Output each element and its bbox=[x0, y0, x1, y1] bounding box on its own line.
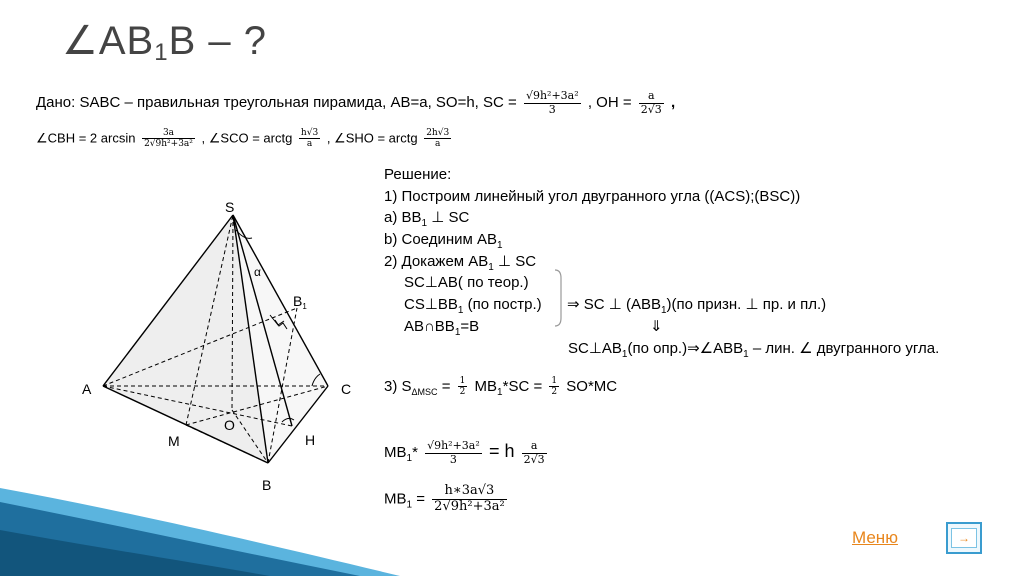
given-line-2: ∠CBH = 2 arcsin $\frac{3a}{\text{2√9h²+3a²}}$ , ∠SCO = arctg $\frac{h√3}{a}$ , ∠SHO = arctg $\frac{2h√3}{a}$ bbox=[36, 128, 450, 150]
reason-1: SC⊥AB( по теор.) bbox=[404, 274, 529, 292]
down-arrow: ⇓ bbox=[650, 317, 663, 335]
vertex-c-label: C bbox=[341, 381, 352, 397]
mb1-rhs-fraction: $\frac{a}{2√3}$ bbox=[523, 439, 545, 466]
arrow-right-icon: → bbox=[951, 528, 977, 548]
vertex-b-label: B bbox=[262, 477, 272, 493]
vertex-s-label: S bbox=[225, 199, 235, 215]
next-slide-button[interactable] bbox=[946, 522, 982, 554]
point-b1-label: $B_1$ bbox=[293, 293, 307, 311]
conclusion: $SC\perp AB_1(по$ $опр.)\Rightarrow\angle ABB_1$ – лин. ∠ двугранного угла. bbox=[568, 339, 940, 360]
mb1-result-fraction: $\frac{h∗3a√3}{\text{2√9h²+3a²}}$ bbox=[434, 483, 505, 514]
step-2: 2) Докажем $AB_1$ ⊥ SC bbox=[384, 252, 537, 273]
menu-link[interactable]: Меню bbox=[852, 528, 898, 547]
page-title: $\angle AB_1B$ – ? bbox=[62, 19, 267, 66]
alpha-label: α bbox=[254, 265, 261, 279]
solution-heading: Решение: bbox=[384, 166, 452, 183]
sho-fraction: $\frac{2h√3}{a}$ bbox=[426, 128, 450, 150]
reason-2: $CS\perp BB_1$ (по постр.) ⇒ SC ⊥ $(ABB_1)(по$ призн. ⊥ пр. и пл.) bbox=[384, 294, 939, 316]
implies-text: ⇒ SC ⊥ $(ABB_1)(по$ призн. ⊥ пр. и пл.) bbox=[567, 296, 827, 317]
reasons-bracket bbox=[553, 268, 565, 328]
reason-3: $AB\cap BB_1=B$ ⇓ bbox=[404, 317, 663, 338]
step-3: 3) $S_{\Delta MSC}$ = $\frac{1}{2}$ $MB_1*SC$ = $\frac{1}{2}$ SO*MC bbox=[384, 376, 618, 398]
mb1-equation: $MB_1*$ $\frac{\text{√9h²+3a²}}{3}$ = h $\frac{a}{2√3}$ bbox=[384, 439, 545, 466]
point-m-label: M bbox=[168, 433, 180, 449]
sc-fraction: $\frac{\text{√9h²+3a²}}{3}$ bbox=[525, 89, 579, 116]
sco-fraction: $\frac{h√3}{a}$ bbox=[300, 128, 319, 150]
step-1: 1) Построим линейный угол двугранного угла ((ACS);(BSC)) bbox=[384, 187, 801, 205]
solution-block bbox=[384, 164, 939, 359]
mb1-result: $MB_1$ = $\frac{h∗3a√3}{\text{2√9h²+3a²}}$ bbox=[384, 483, 505, 514]
point-o-label: O bbox=[224, 417, 235, 433]
cbh-fraction: $\frac{3a}{\text{2√9h²+3a²}}$ bbox=[144, 128, 193, 150]
given-line-1: Дано: SABC – правильная треугольная пирамида, AB=a, SO=h, SC = $\frac{\text{√9h²+3a²}}{3}$ , OH = $\frac{a}{2√3}$ , bbox=[36, 89, 676, 116]
step-1a: а) $BB_1$ ⊥ SC bbox=[384, 209, 470, 230]
oh-fraction: $\frac{a}{2√3}$ bbox=[640, 89, 662, 116]
half-fraction-1: $\frac{1}{2}$ bbox=[459, 376, 466, 398]
pyramid-figure bbox=[60, 190, 380, 500]
mb1-lhs-fraction: $\frac{\text{√9h²+3a²}}{3}$ bbox=[427, 439, 480, 466]
point-h-label: H bbox=[305, 432, 316, 448]
vertex-a-label: A bbox=[82, 381, 92, 397]
step-1b: b) Соединим $AB_1$ bbox=[384, 231, 503, 252]
half-fraction-2: $\frac{1}{2}$ bbox=[551, 376, 558, 398]
